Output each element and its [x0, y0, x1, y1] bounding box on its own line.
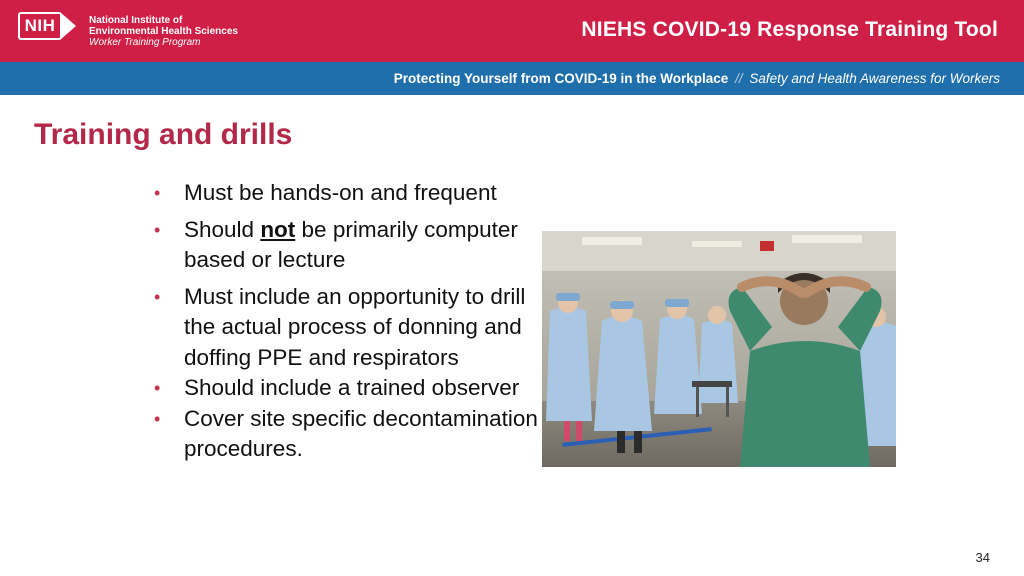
- bullet-item: [154, 178, 554, 209]
- bullet-text: Cover site specific decontamination procedures.: [184, 405, 538, 461]
- tool-title: NIEHS COVID-19 Response Training Tool: [581, 18, 998, 41]
- bullet-item: [154, 404, 554, 465]
- bullet-dot-icon: •: [154, 408, 161, 429]
- bullet-dot-icon: •: [154, 286, 161, 307]
- bullet-item: [154, 215, 554, 276]
- bullet-text-post: be primarily computer based or lecture: [184, 216, 518, 272]
- subheader-band: [0, 62, 1024, 95]
- org-name: [89, 15, 238, 49]
- subheader-text: [394, 71, 1000, 86]
- bullet-text: Must be hands-on and frequent: [184, 180, 497, 205]
- bullet-dot-icon: •: [154, 183, 161, 203]
- subheader-tagline: Safety and Health Awareness for Workers: [749, 71, 1000, 86]
- bullet-text-pre: Should: [184, 216, 261, 242]
- nih-logo-text: NIH: [24, 16, 56, 35]
- bullet-dot-icon: •: [154, 219, 161, 240]
- org-line-3: Worker Training Program: [89, 37, 201, 48]
- subheader-main: Protecting Yourself from COVID-19 in the Workplace: [393, 71, 729, 86]
- training-photo-icon: [542, 231, 896, 467]
- slide-title: Training and drills: [34, 118, 293, 151]
- bullet-item: [154, 373, 554, 404]
- bullet-dot-icon: •: [154, 378, 161, 398]
- bullet-text: Should include a trained observer: [184, 375, 520, 400]
- nih-logo-arrow-icon: [60, 12, 76, 40]
- bullet-emphasis: not: [260, 216, 296, 242]
- header-band: [0, 0, 1024, 62]
- nih-logo: [18, 12, 62, 40]
- org-line-2: Environmental Health Sciences: [89, 26, 238, 37]
- subheader-separator: //: [735, 71, 743, 86]
- org-line-1: National Institute of: [89, 15, 183, 26]
- bullet-text: Must include an opportunity to drill the actual process of donning and doffing PPE and respirators: [184, 283, 526, 370]
- training-photo: [542, 231, 896, 467]
- bullet-item: [154, 282, 554, 374]
- bullet-list: [154, 178, 554, 465]
- page-number: 34: [975, 550, 990, 565]
